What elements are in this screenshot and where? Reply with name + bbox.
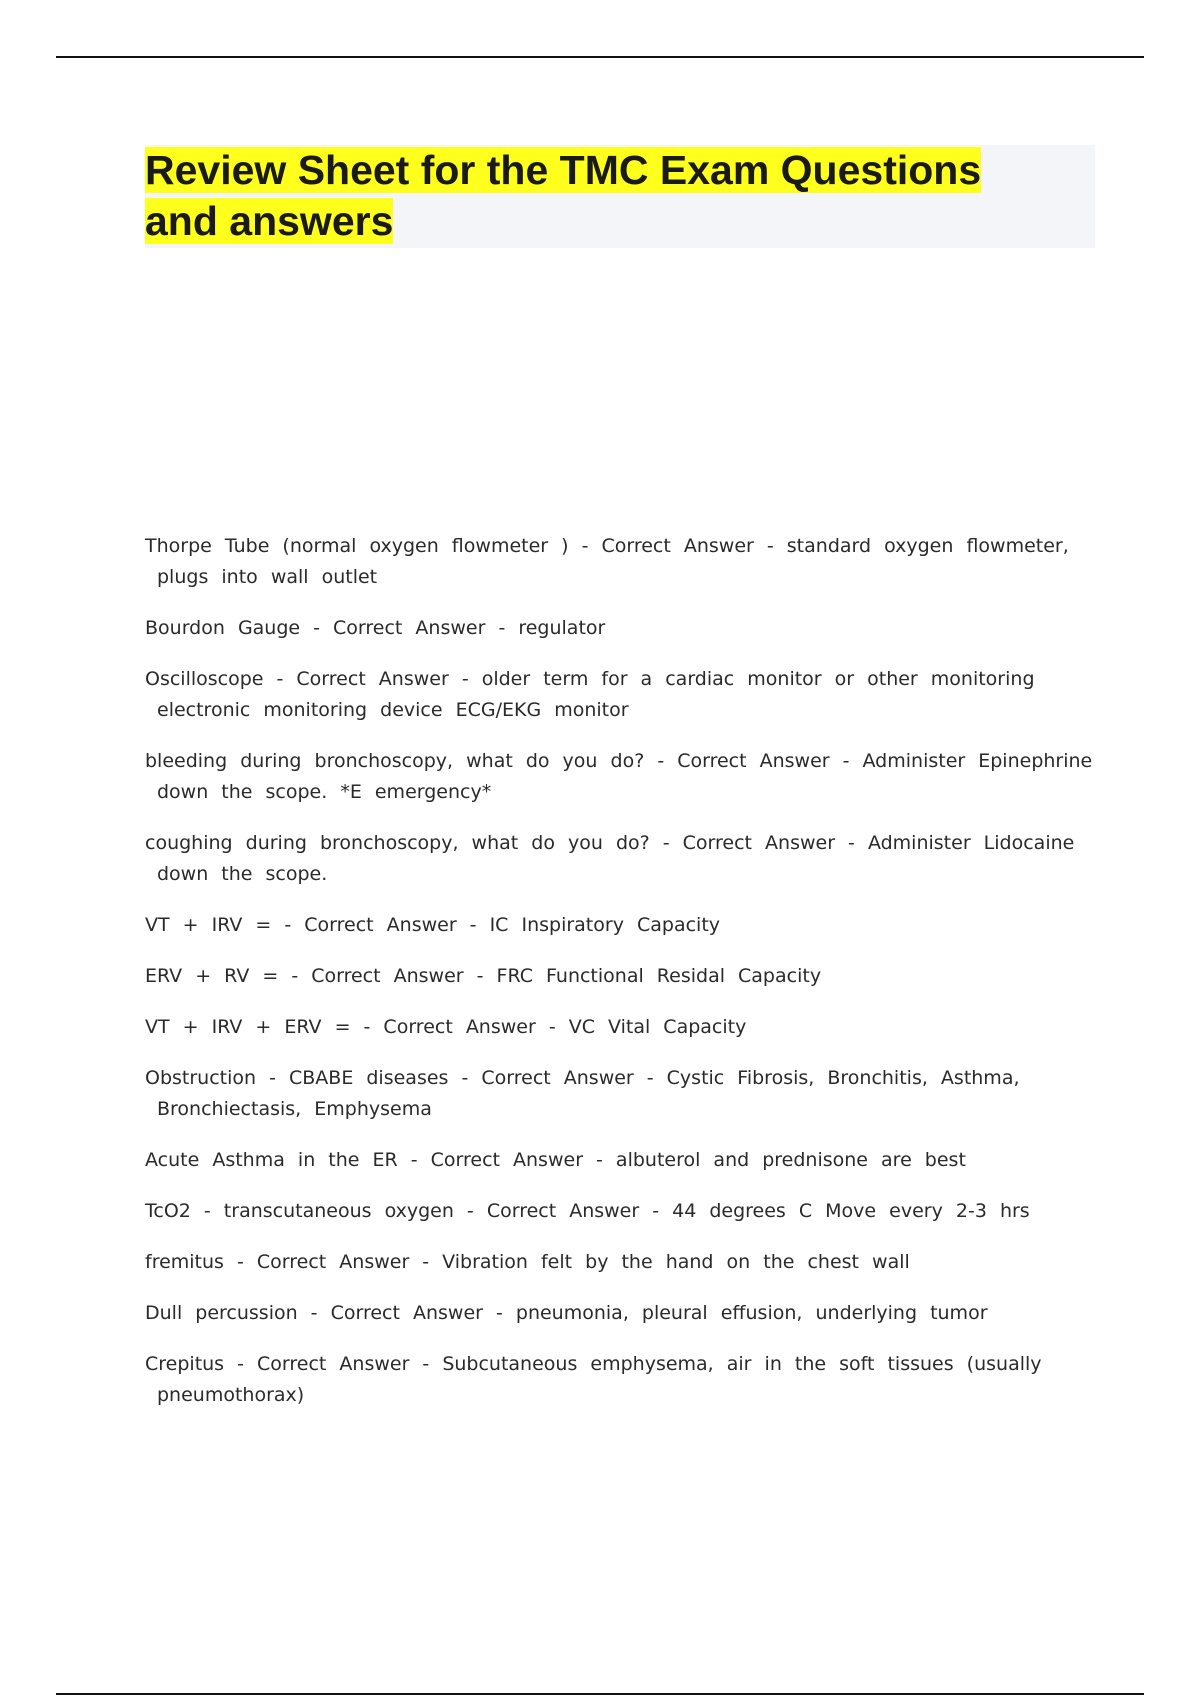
qa-item-obstruction: Obstruction - CBABE diseases - Correct Answer - Cystic Fibrosis, Bronchitis, Asthma, Bronchiectasis, Emphysema <box>145 1067 1020 1120</box>
qa-list <box>145 531 1095 1431</box>
bottom-rule <box>56 1693 1144 1695</box>
qa-item-functional-residual-capacity: ERV + RV = - Correct Answer - FRC Functional Residal Capacity <box>145 965 822 987</box>
qa-item-thorpe-tube: Thorpe Tube (normal oxygen flowmeter ) - Correct Answer - standard oxygen flowmeter, plugs into wall outlet <box>145 535 1069 588</box>
qa-item-dull-percussion: Dull percussion - Correct Answer - pneumonia, pleural effusion, underlying tumor <box>145 1302 988 1324</box>
qa-item-coughing-bronchoscopy: coughing during bronchoscopy, what do you do? - Correct Answer - Administer Lidocaine down the scope. <box>145 832 1075 885</box>
qa-item-bourdon-gauge: Bourdon Gauge - Correct Answer - regulator <box>145 617 606 639</box>
qa-item-oscilloscope: Oscilloscope - Correct Answer - older term for a cardiac monitor or other monitoring electronic monitoring device ECG/EKG monitor <box>145 668 1035 721</box>
qa-item-fremitus: fremitus - Correct Answer - Vibration felt by the hand on the chest wall <box>145 1251 910 1273</box>
qa-item-bleeding-bronchoscopy: bleeding during bronchoscopy, what do you do? - Correct Answer - Administer Epinephrine down the scope. *E emergency* <box>145 750 1093 803</box>
qa-item-vital-capacity: VT + IRV + ERV = - Correct Answer - VC Vital Capacity <box>145 1016 747 1038</box>
title-block <box>145 145 1095 248</box>
top-rule <box>56 56 1144 58</box>
title-line-2: and answers <box>145 198 394 244</box>
title-line-1: Review Sheet for the TMC Exam Questions <box>145 147 982 193</box>
qa-item-acute-asthma: Acute Asthma in the ER - Correct Answer - albuterol and prednisone are best <box>145 1149 966 1171</box>
qa-item-tco2: TcO2 - transcutaneous oxygen - Correct Answer - 44 degrees C Move every 2-3 hrs <box>145 1200 1030 1222</box>
qa-item-inspiratory-capacity: VT + IRV = - Correct Answer - IC Inspiratory Capacity <box>145 914 721 936</box>
qa-item-crepitus: Crepitus - Correct Answer - Subcutaneous emphysema, air in the soft tissues (usually pneumothorax) <box>145 1353 1042 1406</box>
document-title <box>145 145 1095 247</box>
